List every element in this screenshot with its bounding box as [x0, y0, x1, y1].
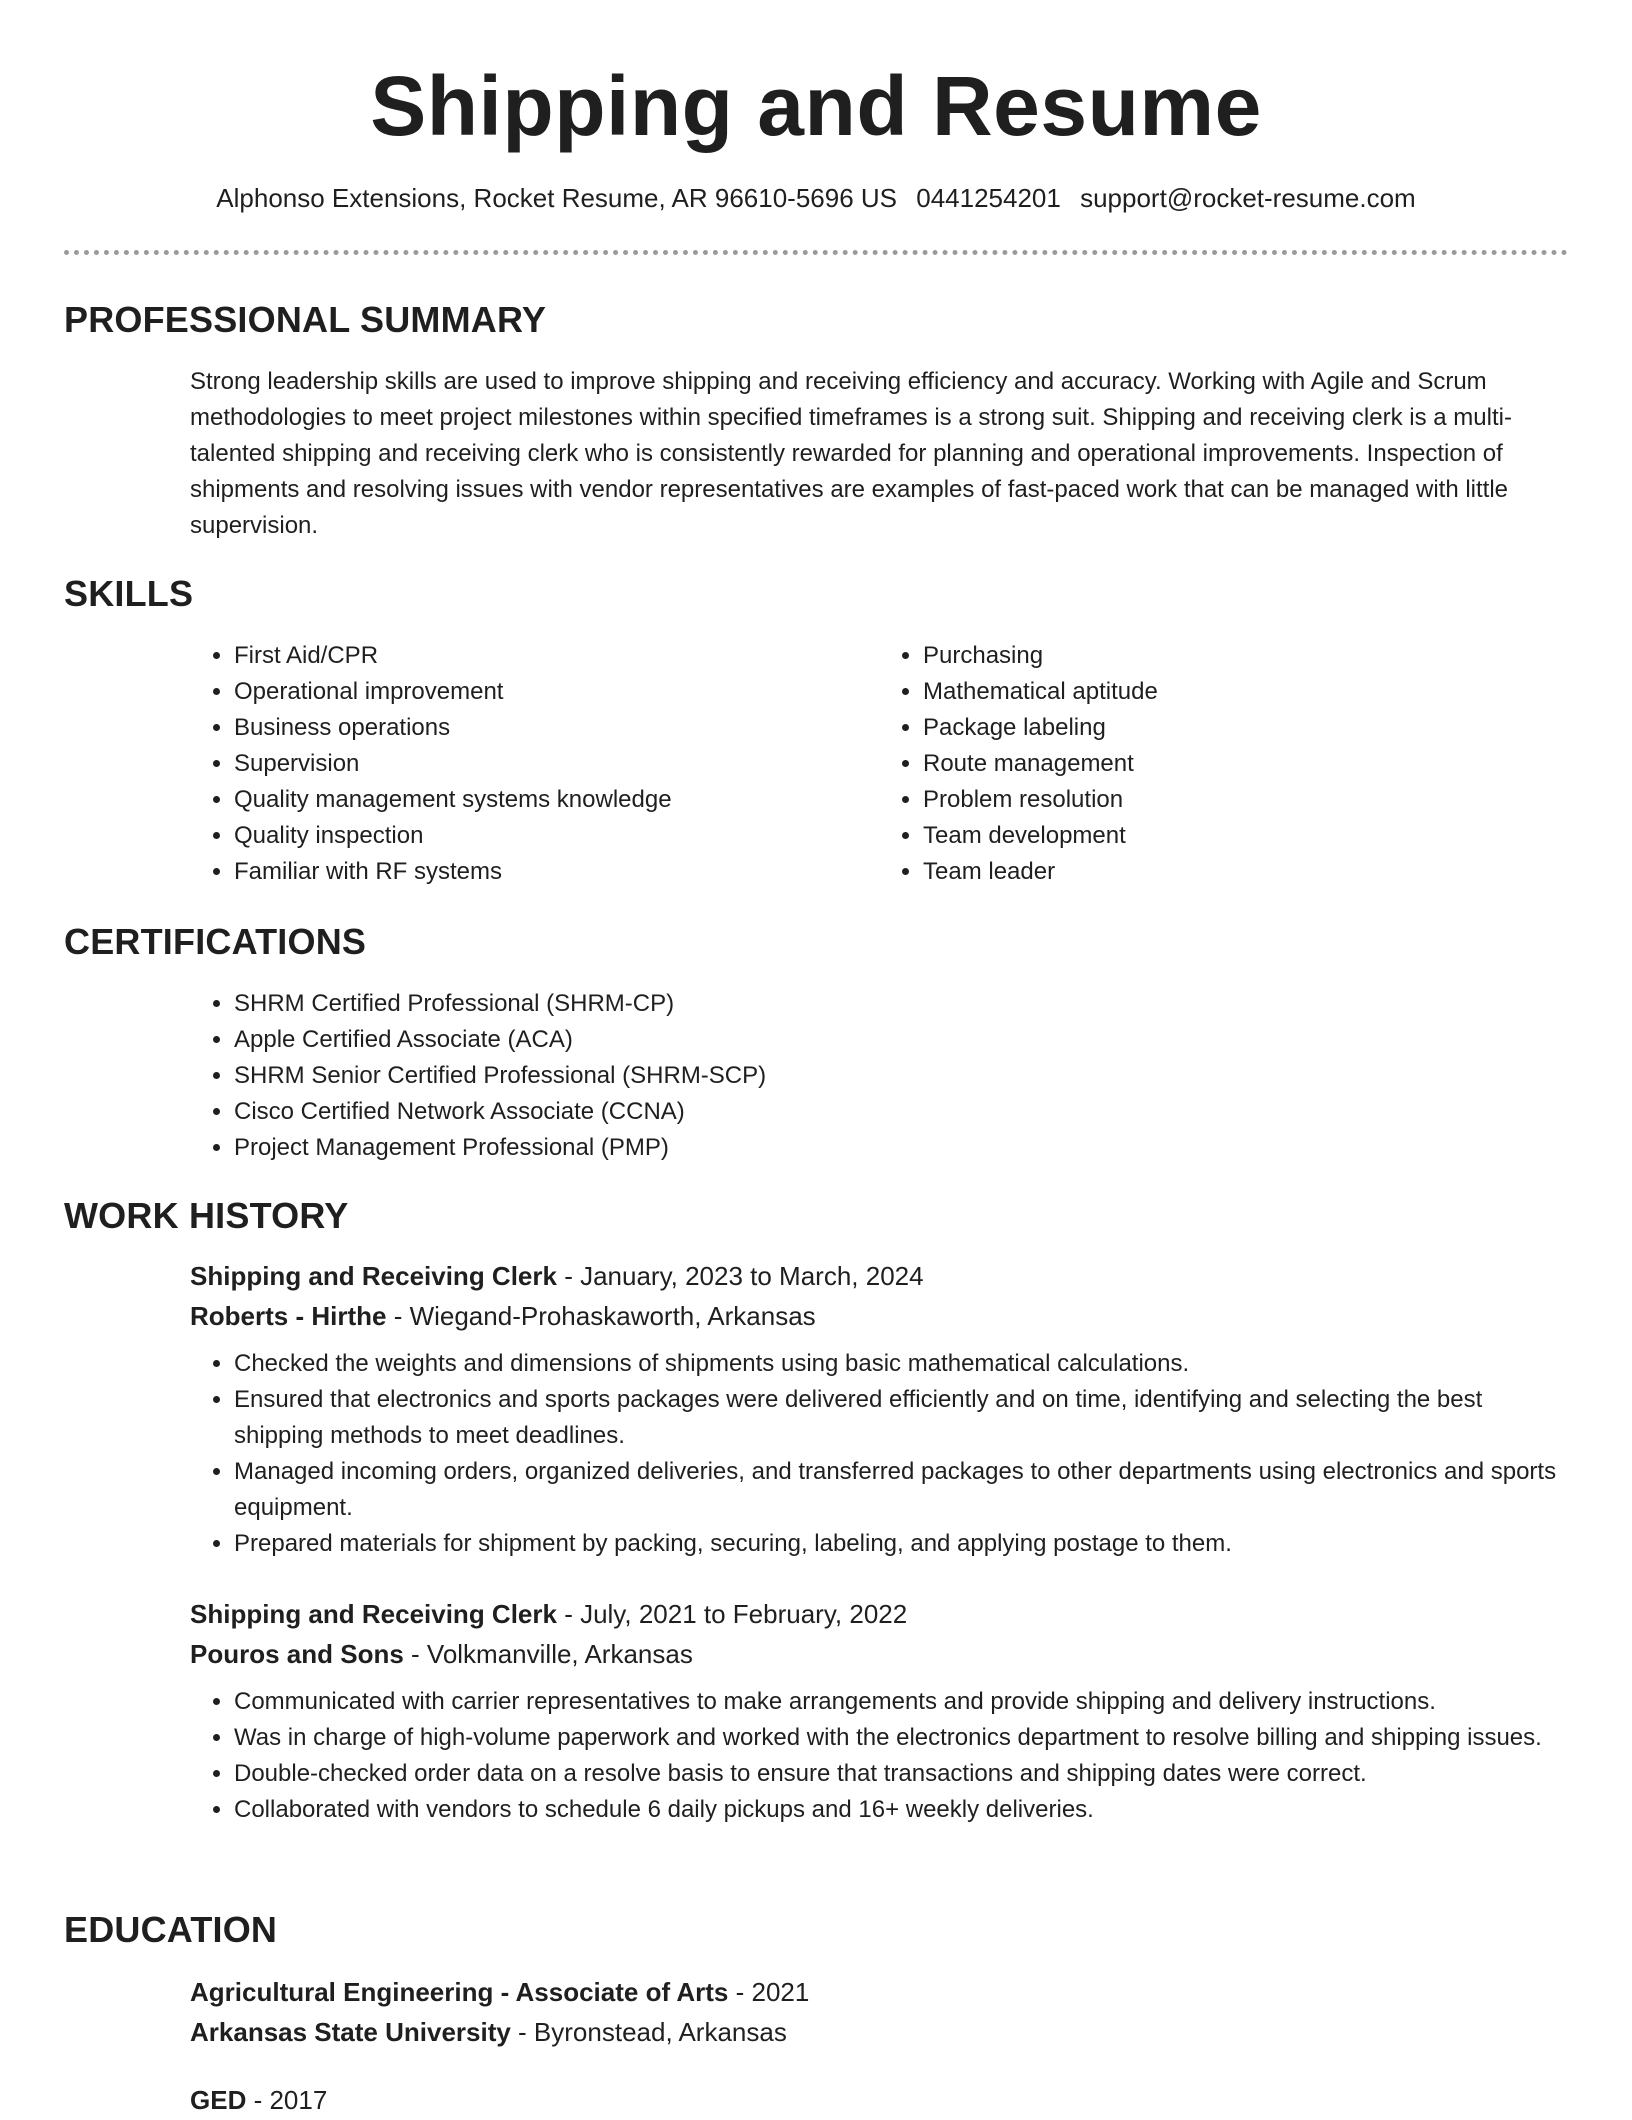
contact-email[interactable]: support@rocket-resume.com	[1080, 183, 1416, 213]
skills-list-right	[879, 638, 1568, 890]
education-location: - Byronstead, Arkansas	[510, 2017, 787, 2047]
job-entry	[190, 1594, 1568, 1828]
education-degree: GED	[190, 2085, 247, 2115]
header-divider	[64, 250, 1568, 255]
education-entry	[190, 2080, 1568, 2120]
job-bullet: • Was in charge of high-volume paperwork and worked with the electronics department to resolve billing and shipping issues.	[234, 1720, 1568, 1756]
contact-phone: 0441254201	[916, 183, 1061, 213]
education-school: Arkansas State University	[190, 2017, 511, 2047]
certifications-section	[64, 920, 1568, 1166]
skill-item: • Operational improvement	[234, 674, 879, 710]
certification-item: • Cisco Certified Network Associate (CCNA)	[234, 1094, 1568, 1130]
education-degree-line	[190, 1972, 1568, 2012]
skill-item: • Supervision	[234, 746, 879, 782]
job-dates: - July, 2021 to February, 2022	[556, 1599, 908, 1629]
job-title: Shipping and Receiving Clerk	[190, 1599, 557, 1629]
job-location: - Volkmanville, Arkansas	[403, 1639, 693, 1669]
skill-item: • Route management	[923, 746, 1568, 782]
job-bullet: • Collaborated with vendors to schedule 6 daily pickups and 16+ weekly deliveries.	[234, 1792, 1568, 1828]
skill-item: • Familiar with RF systems	[234, 854, 879, 890]
contact-line	[0, 180, 1632, 216]
skills-columns	[190, 638, 1568, 890]
education-section	[64, 1908, 1568, 2120]
job-company-line	[190, 1634, 1568, 1674]
job-bullet: • Ensured that electronics and sports packages were delivered efficiently and on time, identifying and selecting the best shipping methods to meet deadlines.	[234, 1382, 1568, 1454]
job-company: Pouros and Sons	[190, 1639, 404, 1669]
education-entry	[190, 1972, 1568, 2052]
job-company-line	[190, 1296, 1568, 1336]
skill-item: • Quality management systems knowledge	[234, 782, 879, 818]
job-location: - Wiegand-Prohaskaworth, Arkansas	[386, 1301, 816, 1331]
job-company: Roberts - Hirthe	[190, 1301, 387, 1331]
job-title-line	[190, 1256, 1568, 1296]
job-title-line	[190, 1594, 1568, 1634]
job-entry	[190, 1256, 1568, 1562]
certifications-list	[190, 986, 1568, 1166]
skill-item: • Business operations	[234, 710, 879, 746]
work-section	[64, 1194, 1568, 1828]
resume-name: Shipping and Resume	[370, 59, 1262, 153]
skills-section	[64, 572, 1568, 890]
certification-item: • Project Management Professional (PMP)	[234, 1130, 1568, 1166]
education-degree: Agricultural Engineering - Associate of Arts	[190, 1977, 729, 2007]
summary-heading: PROFESSIONAL SUMMARY	[64, 299, 547, 340]
education-degree-line	[190, 2080, 1568, 2120]
skills-heading: SKILLS	[64, 573, 194, 614]
summary-text: Strong leadership skills are used to improve shipping and receiving efficiency and accuracy. Working with Agile and Scrum methodologies to meet project milestones within specified timeframes is a strong suit. Shipping and receiving clerk is a multi-talented shipping and receiving clerk who is consistently rewarded for planning and operational improvements. Inspection of shipments and resolving issues with vendor representatives are examples of fast-paced work that can be managed with little supervision.	[190, 368, 1512, 539]
summary-section	[64, 298, 1568, 544]
job-bullets	[190, 1346, 1568, 1562]
skill-item: • Package labeling	[923, 710, 1568, 746]
skill-item: • Purchasing	[923, 638, 1568, 674]
job-bullet: • Communicated with carrier representatives to make arrangements and provide shipping and delivery instructions.	[234, 1684, 1568, 1720]
education-school-line	[190, 2012, 1568, 2052]
certification-item: • Apple Certified Associate (ACA)	[234, 1022, 1568, 1058]
education-year: - 2021	[728, 1977, 810, 2007]
job-bullets	[190, 1684, 1568, 1828]
skills-list-left	[190, 638, 879, 890]
certification-item: • SHRM Certified Professional (SHRM-CP)	[234, 986, 1568, 1022]
certifications-heading: CERTIFICATIONS	[64, 921, 367, 962]
education-year: - 2017	[246, 2085, 328, 2115]
certification-item: • SHRM Senior Certified Professional (SHRM-SCP)	[234, 1058, 1568, 1094]
work-heading: WORK HISTORY	[64, 1195, 349, 1236]
skill-item: • Quality inspection	[234, 818, 879, 854]
job-bullet: • Managed incoming orders, organized deliveries, and transferred packages to other departments using electronics and sports equipment.	[234, 1454, 1568, 1526]
skill-item: • Team leader	[923, 854, 1568, 890]
education-heading: EDUCATION	[64, 1909, 278, 1950]
skill-item: • Team development	[923, 818, 1568, 854]
contact-address: Alphonso Extensions, Rocket Resume, AR 96610-5696 US	[216, 183, 898, 213]
job-bullet: • Checked the weights and dimensions of shipments using basic mathematical calculations.	[234, 1346, 1568, 1382]
job-bullet: • Prepared materials for shipment by packing, securing, labeling, and applying postage to them.	[234, 1526, 1568, 1562]
skill-item: • Mathematical aptitude	[923, 674, 1568, 710]
skill-item: • First Aid/CPR	[234, 638, 879, 674]
certifications-body	[190, 986, 1568, 1166]
job-dates: - January, 2023 to March, 2024	[556, 1261, 924, 1291]
job-bullet: • Double-checked order data on a resolve basis to ensure that transactions and shipping dates were correct.	[234, 1756, 1568, 1792]
skill-item: • Problem resolution	[923, 782, 1568, 818]
job-title: Shipping and Receiving Clerk	[190, 1261, 557, 1291]
